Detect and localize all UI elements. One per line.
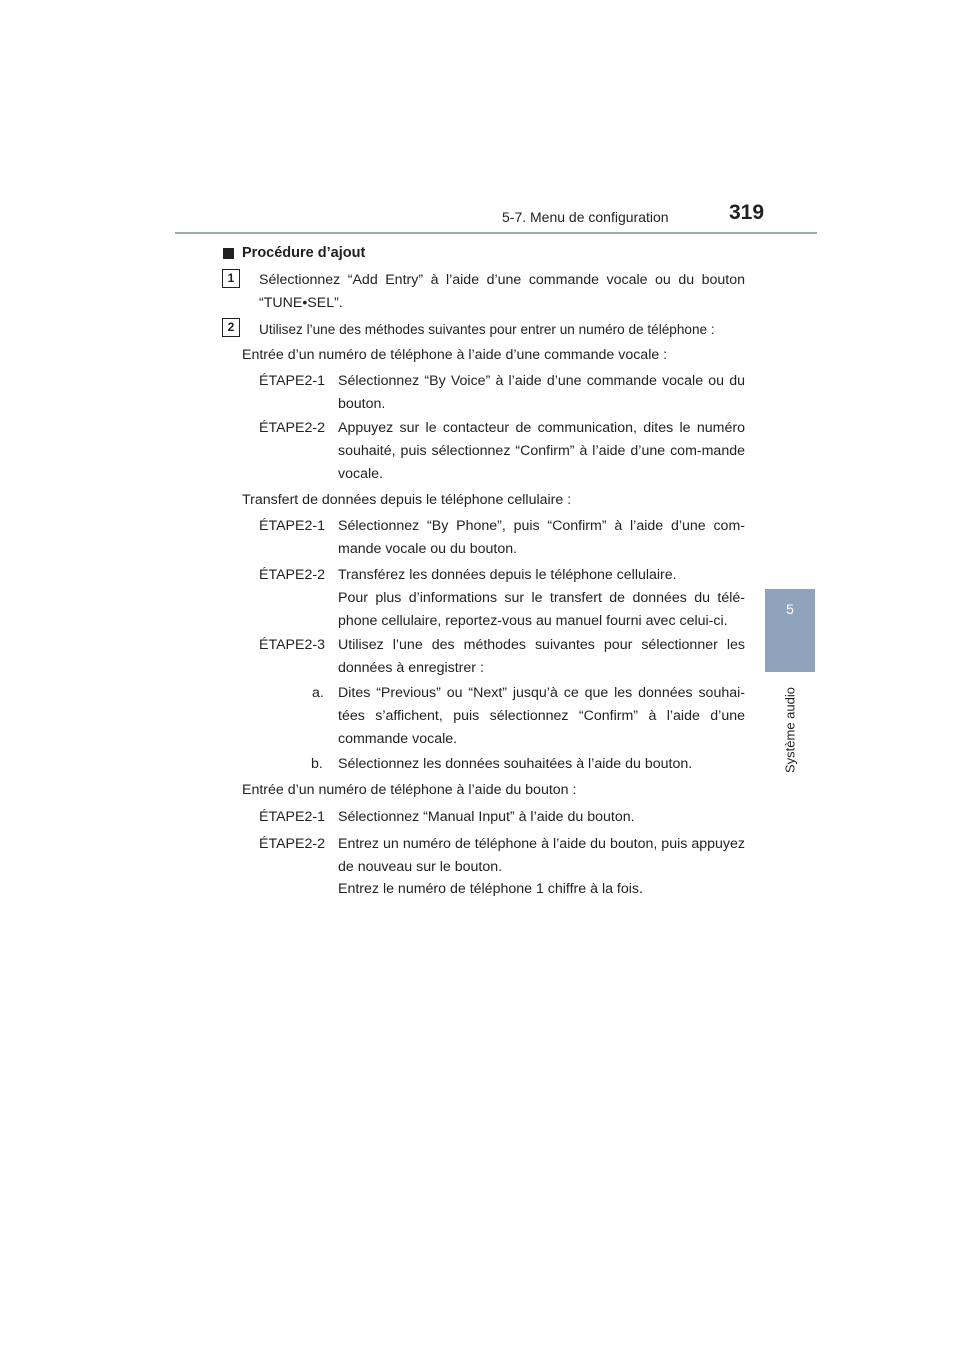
section-heading: Procédure d’ajout — [242, 245, 366, 261]
option-a-text: Dites “Previous” ou “Next” jusqu’à ce que les données souhai-tées s’affichent, puis sélectionnez “Confirm” à l’aide d’une commande vocale. — [338, 685, 745, 747]
option-a-label: a. — [312, 685, 324, 701]
chapter-number: 5 — [786, 601, 794, 617]
header-divider — [175, 232, 817, 234]
voice-step-1-text: Sélectionnez “By Voice” à l’aide d’une commande vocale ou du bouton. — [338, 373, 745, 412]
transfer-step-3-text: Utilisez l’une des méthodes suivantes pour sélectionner les données à enregistrer : — [338, 637, 745, 676]
transfer-step-2-label: ÉTAPE2-2 — [259, 567, 325, 583]
transfer-step-1-label: ÉTAPE2-1 — [259, 518, 325, 534]
button-step-1-text: Sélectionnez “Manual Input” à l’aide du bouton. — [338, 809, 635, 825]
page-number: 319 — [729, 201, 765, 224]
step-1-text: Sélectionnez “Add Entry” à l’aide d’une commande vocale ou du bouton “TUNE•SEL”. — [259, 272, 745, 311]
button-step-2-label: ÉTAPE2-2 — [259, 836, 325, 852]
option-b-text: Sélectionnez les données souhaitées à l’aide du bouton. — [338, 756, 693, 772]
step-1-marker: 1 — [222, 269, 240, 288]
transfer-title: Transfert de données depuis le téléphone cellulaire : — [242, 492, 572, 508]
voice-entry-title: Entrée d’un numéro de téléphone à l’aide d’une commande vocale : — [242, 347, 668, 363]
chapter-label: Système audio — [782, 687, 798, 773]
voice-step-1-label: ÉTAPE2-1 — [259, 373, 325, 389]
section-title: 5-7. Menu de configuration — [502, 209, 669, 225]
voice-step-2-label: ÉTAPE2-2 — [259, 420, 325, 436]
button-step-2-note: Entrez le numéro de téléphone 1 chiffre à la fois. — [338, 881, 643, 897]
step-2-marker: 2 — [222, 318, 240, 337]
transfer-step-1-text: Sélectionnez “By Phone”, puis “Confirm” à l’aide d’une com-mande vocale ou du bouton. — [338, 518, 745, 557]
button-step-1-label: ÉTAPE2-1 — [259, 809, 325, 825]
voice-step-2-text: Appuyez sur le contacteur de communication, dites le numéro souhaité, puis sélectionnez “Confirm” à l’aide d’une com-mande vocale. — [338, 420, 745, 482]
button-step-2-text: Entrez un numéro de téléphone à l’aide du bouton, puis appuyez de nouveau sur le bouton. — [338, 836, 745, 875]
step-2-text: Utilisez l’une des méthodes suivantes pour entrer un numéro de téléphone : — [259, 322, 715, 337]
transfer-step-3-label: ÉTAPE2-3 — [259, 637, 325, 653]
transfer-step-2-note: Pour plus d’informations sur le transfert de données du télé-phone cellulaire, reportez-vous au manuel fourni avec celui-ci. — [338, 590, 745, 629]
heading-bullet-icon — [223, 248, 234, 259]
option-b-label: b. — [311, 756, 323, 772]
transfer-step-2-text: Transférez les données depuis le téléphone cellulaire. — [338, 567, 677, 583]
button-entry-title: Entrée d’un numéro de téléphone à l’aide du bouton : — [242, 782, 577, 798]
